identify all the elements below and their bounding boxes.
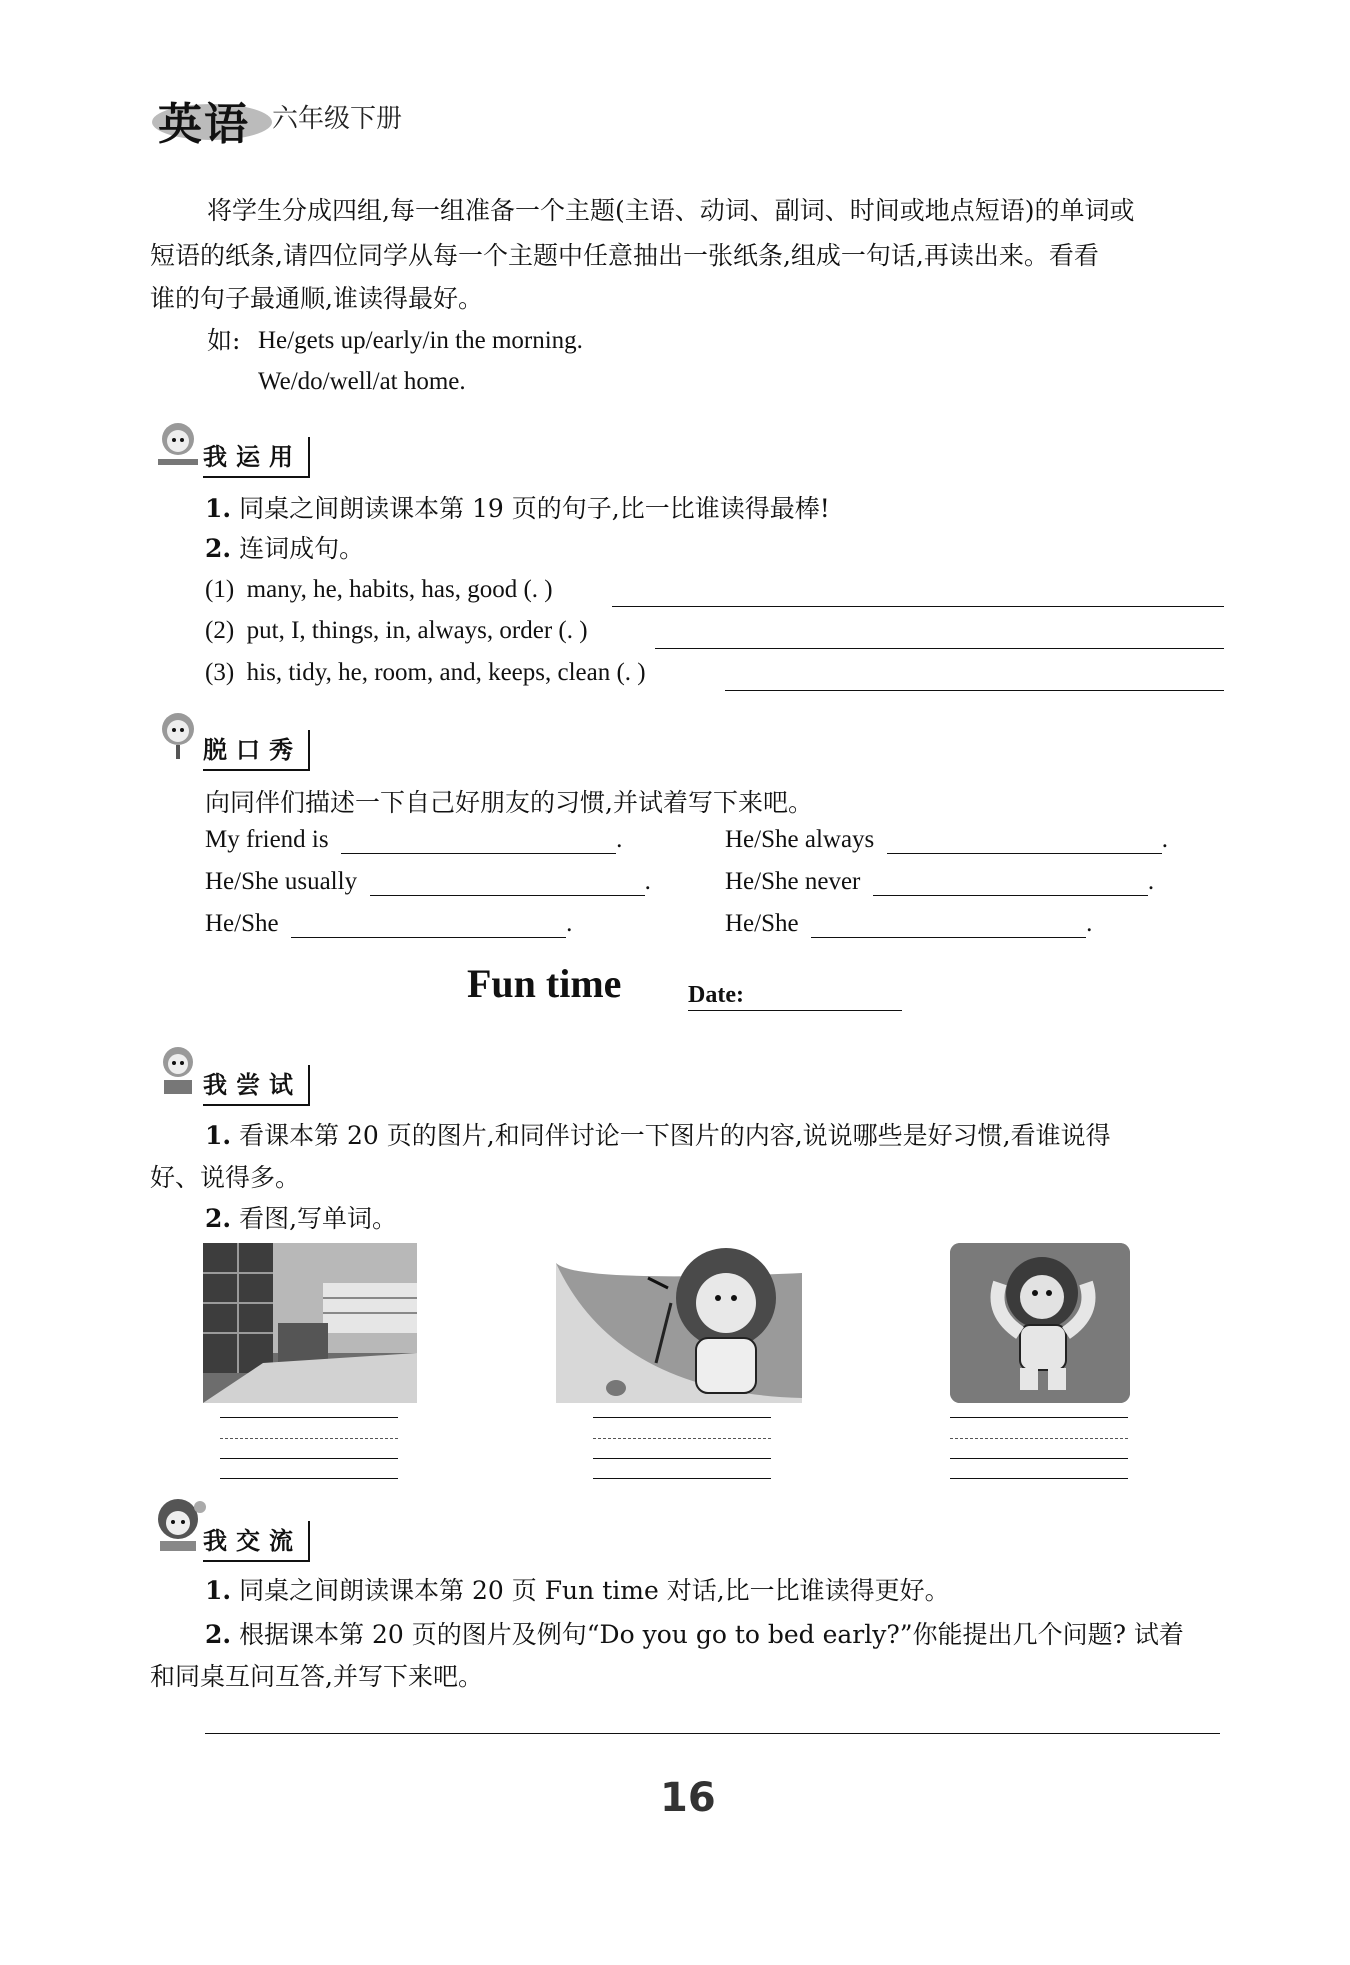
talk-left-3: He/She .	[205, 910, 573, 937]
answer-line-2[interactable]	[655, 648, 1224, 649]
intro-line-3: 谁的句子最通顺,谁读得最好。	[150, 284, 483, 313]
write-line-2c[interactable]	[593, 1478, 771, 1479]
picture-lion-exercise	[950, 1243, 1130, 1403]
section-title-talk: 脱口秀	[203, 730, 310, 771]
answer-line-1[interactable]	[612, 606, 1224, 607]
example-2: We/do/well/at home.	[258, 368, 466, 395]
try-item2-text: 看图,写单词。	[239, 1204, 398, 1233]
exchange-item2-line1: 根据课本第 20 页的图片及例句“Do you go to bed early?”你能提出几个问题? 试着	[239, 1620, 1184, 1649]
cartoon-kids-icon	[148, 1495, 208, 1561]
write-line-1b[interactable]	[220, 1458, 398, 1459]
cartoon-girl-icon	[150, 415, 206, 477]
picture-lion-mouse	[556, 1243, 802, 1403]
try-item1-line1: 看课本第 20 页的图片,和同伴讨论一下图片的内容,说说哪些是好习惯,看谁说得	[239, 1121, 1111, 1150]
talk-instruction: 向同伴们描述一下自己好朋友的习惯,并试着写下来吧。	[205, 788, 813, 817]
apply-item2-num: 2.	[205, 534, 232, 563]
exchange-item1-num: 1.	[205, 1576, 232, 1605]
talk-right-3: He/She .	[725, 910, 1093, 937]
apply-item1-num: 1.	[205, 494, 232, 523]
intro-line-1: 将学生分成四组,每一组准备一个主题(主语、动词、副词、时间或地点短语)的单词或	[207, 196, 1135, 225]
apply-item1-text: 同桌之间朗读课本第 19 页的句子,比一比谁读得最棒!	[239, 494, 830, 523]
write-line-1c[interactable]	[220, 1478, 398, 1479]
exchange-item1-text: 同桌之间朗读课本第 20 页 Fun time 对话,比一比谁读得更好。	[239, 1576, 950, 1605]
blank-always[interactable]	[887, 829, 1162, 854]
header-title: 英语	[158, 99, 250, 150]
write-line-2b[interactable]	[593, 1458, 771, 1459]
write-line-3b[interactable]	[950, 1458, 1128, 1459]
picture-tidy-room	[203, 1243, 417, 1403]
page-number: 16	[660, 1775, 716, 1821]
write-line-2a[interactable]	[593, 1417, 771, 1418]
write-line-3c[interactable]	[950, 1478, 1128, 1479]
exchange-answer-line[interactable]	[205, 1733, 1220, 1734]
section-title-exchange: 我交流	[203, 1521, 310, 1562]
try-item1-num: 1.	[205, 1121, 232, 1150]
apply-item2-text: 连词成句。	[239, 534, 365, 563]
blank-never[interactable]	[873, 871, 1148, 896]
cartoon-girl-talk-icon	[150, 705, 206, 767]
talk-right-1: He/She always .	[725, 826, 1169, 853]
section-title-apply: 我运用	[203, 437, 310, 478]
blank-left-3[interactable]	[291, 913, 566, 938]
example-label: 如:	[207, 326, 241, 355]
apply-row-1: (1) many, he, habits, has, good (. )	[205, 576, 553, 603]
exchange-item2-num: 2.	[205, 1620, 232, 1649]
write-dotline-2a	[593, 1438, 771, 1439]
answer-line-3[interactable]	[725, 690, 1224, 691]
exchange-item2-line2: 和同桌互问互答,并写下来吧。	[150, 1662, 483, 1691]
apply-row-3: (3) his, tidy, he, room, and, keeps, clean (. )	[205, 659, 646, 686]
write-line-1a[interactable]	[220, 1417, 398, 1418]
date-line[interactable]	[688, 1010, 902, 1011]
write-dotline-3a	[950, 1438, 1128, 1439]
write-dotline-1a	[220, 1438, 398, 1439]
cartoon-boy-icon	[150, 1040, 206, 1104]
apply-row-2: (2) put, I, things, in, always, order (. )	[205, 617, 588, 644]
section-title-try: 我尝试	[203, 1065, 310, 1106]
talk-right-2: He/She never .	[725, 868, 1155, 895]
fun-time-title: Fun time	[467, 961, 622, 1006]
try-item1-line2: 好、说得多。	[150, 1163, 301, 1192]
talk-left-2: He/She usually .	[205, 868, 651, 895]
blank-usually[interactable]	[370, 871, 645, 896]
talk-left-1: My friend is .	[205, 826, 623, 853]
header-subtitle: 六年级下册	[272, 104, 403, 134]
write-line-3a[interactable]	[950, 1417, 1128, 1418]
blank-right-3[interactable]	[811, 913, 1086, 938]
blank-friend-is[interactable]	[341, 829, 616, 854]
date-label: Date:	[688, 982, 744, 1008]
intro-line-2: 短语的纸条,请四位同学从每一个主题中任意抽出一张纸条,组成一句话,再读出来。看看	[150, 241, 1099, 270]
try-item2-num: 2.	[205, 1204, 232, 1233]
example-1: He/gets up/early/in the morning.	[258, 327, 583, 354]
